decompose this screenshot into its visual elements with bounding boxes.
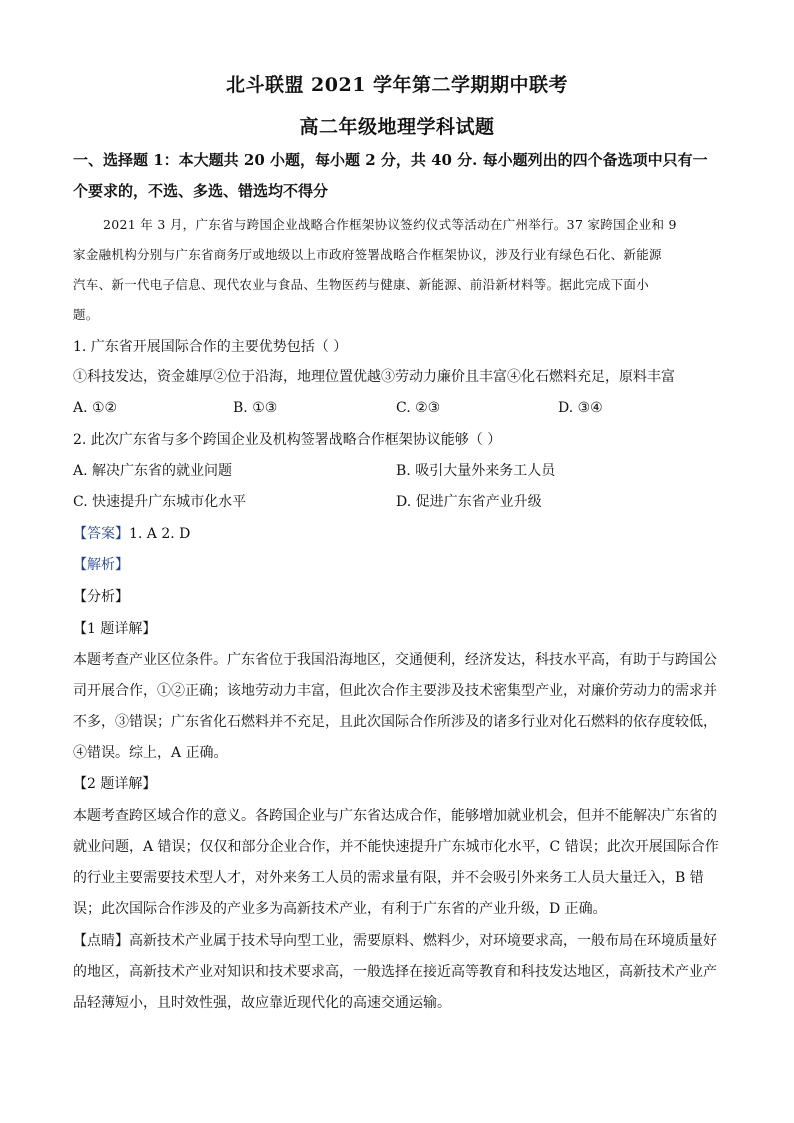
dianjing-label: 【点睛】 [73, 933, 129, 949]
question-1-items: ①科技发达，资金雄厚②位于沿海，地理位置优越③劳动力廉价且丰富④化石燃料充足，原料丰富 [73, 369, 675, 385]
question-2-option-d: D. 促进广东省产业升级 [396, 494, 542, 510]
dianjing-line: 品轻薄短小，且时效性强，故应靠近现代化的高速交通运输。 [73, 995, 451, 1011]
q1-detail-line: 本题考查产业区位条件。广东省位于我国沿海地区，交通便利，经济发达，科技水平高，有助于与跨国公 [73, 652, 717, 668]
passage-line: 汽车、新一代电子信息、现代农业与食品、生物医药与健康、新能源、前沿新材料等。据此完成下面小 [73, 277, 650, 292]
q2-detail-line: 的行业主要需要技术型人才，对外来务工人员的需求量有限，并不会吸引外来务工人员大量迁入，B 错 [73, 870, 704, 886]
question-1-option-a: A. ①② [73, 400, 118, 416]
q1-detail-line: 司开展合作，①②正确；该地劳动力丰富，但此次合作主要涉及技术密集型产业，对廉价劳动力的需求并 [73, 683, 717, 699]
q2-detail-line: 就业问题，A 错误；仅仅和部分企业合作，并不能快速提升广东城市化水平，C 错误；此次开展国际合作 [73, 839, 719, 855]
passage-line: 2021 年 3 月，广东省与跨国企业战略合作框架协议签约仪式等活动在广州举行。37 家跨国企业和 9 [103, 217, 677, 232]
question-2-stem: 2. 此次广东省与多个跨国企业及机构签署战略合作框架协议能够（ ） [73, 432, 502, 448]
section-heading-line-1: 一、选择题 1：本大题共 20 小题，每小题 2 分，共 40 分. 每小题列出的四个备选项中只有一 [73, 151, 708, 169]
q1-detail-line: 不多，③错误；广东省化石燃料并不充足，且此次国际合作所涉及的诸多行业对化石燃料的依存度较低， [73, 714, 717, 730]
q1-detail-label: 【1 题详解】 [73, 621, 157, 637]
question-2-option-a: A. 解决广东省的就业问题 [73, 463, 233, 479]
question-1-option-c: C. ②③ [396, 400, 441, 416]
answer-line [73, 524, 190, 544]
fenxi-label: 【分析】 [73, 589, 129, 605]
jiexi-label: 【解析】 [73, 557, 129, 573]
answer-text: 1. A 2. D [129, 526, 191, 542]
section-heading-line-2: 个要求的，不选、多选、错选均不得分 [73, 182, 329, 200]
passage-line: 题。 [73, 307, 99, 322]
q2-detail-line: 本题考查跨区域合作的意义。各跨国企业与广东省达成合作，能够增加就业机会，但并不能解决广东省的 [73, 808, 717, 824]
answer-label: 【答案】 [73, 526, 129, 542]
q2-detail-line: 误；此次国际合作涉及的产业多为高新技术产业，有利于广东省的产业升级，D 正确。 [73, 901, 607, 917]
question-2-option-b: B. 吸引大量外来务工人员 [396, 463, 556, 479]
exam-title: 北斗联盟 2021 学年第二学期期中联考 [225, 74, 569, 96]
question-1-stem: 1. 广东省开展国际合作的主要优势包括（ ） [73, 339, 348, 355]
dianjing-text: 高新技术产业属于技术导向型工业，需要原料、燃料少，对环境要求高，一般布局在环境质量好 [129, 933, 717, 949]
question-1-option-b: B. ①③ [233, 400, 278, 416]
q2-detail-label: 【2 题详解】 [73, 776, 157, 792]
dianjing-line-1 [73, 931, 717, 951]
q1-detail-line: ④错误。综上，A 正确。 [73, 745, 228, 761]
passage-line: 家金融机构分别与广东省商务厅或地级以上市政府签署战略合作框架协议，涉及行业有绿色石化、新能源 [73, 247, 662, 262]
dianjing-line: 的地区，高新技术产业对知识和技术要求高，一般选择在接近高等教育和科技发达地区，高新技术产业产 [73, 964, 717, 980]
question-2-option-c: C. 快速提升广东城市化水平 [73, 494, 247, 510]
question-1-option-d: D. ③④ [558, 400, 603, 416]
exam-subtitle: 高二年级地理学科试题 [299, 116, 495, 138]
